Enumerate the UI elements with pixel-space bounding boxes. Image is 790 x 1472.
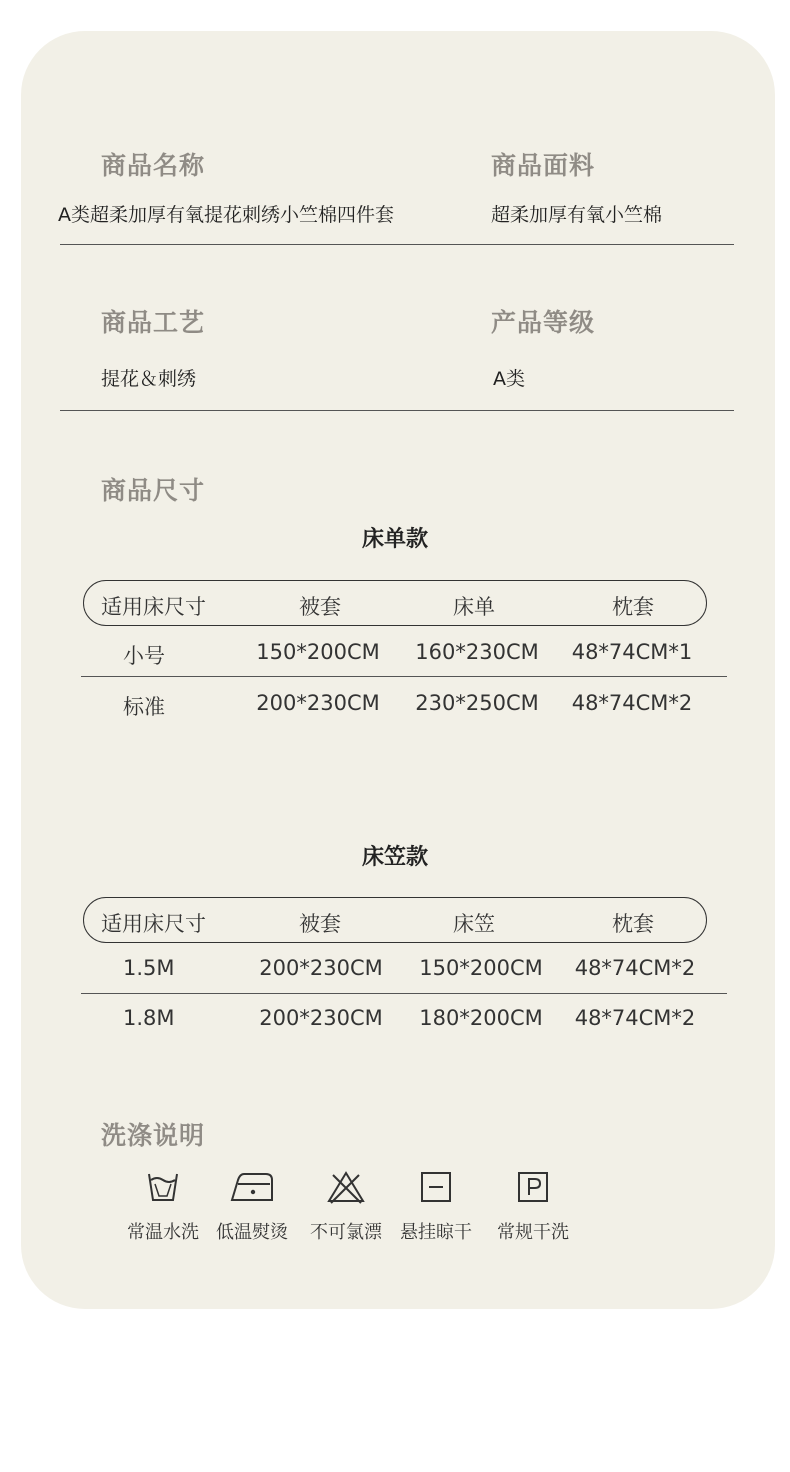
table-cell: 1.5M	[123, 956, 175, 980]
row-divider	[81, 676, 727, 677]
table-cell: 230*250CM	[415, 691, 539, 715]
wash-heading: 洗涤说明	[101, 1121, 206, 1150]
wash-item	[301, 1170, 391, 1244]
fitted-table-title: 床笠款	[361, 845, 428, 870]
sheet-header-duvet: 被套	[299, 595, 341, 619]
fitted-header-bed-size: 适用床尺寸	[101, 912, 206, 936]
craft-heading: 商品工艺	[101, 308, 206, 337]
wash-item	[118, 1170, 208, 1244]
table-cell: 180*200CM	[419, 1006, 543, 1030]
table-cell: 160*230CM	[415, 640, 539, 664]
table-cell: 150*200CM	[419, 956, 543, 980]
wash-label: 常温水洗	[127, 1222, 199, 1243]
table-cell: 48*74CM*2	[574, 1006, 696, 1030]
fitted-header-pillowcase: 枕套	[612, 912, 654, 936]
table-cell: 200*230CM	[259, 956, 383, 980]
table-cell: 48*74CM*2	[571, 691, 693, 715]
sheet-header-bed-size: 适用床尺寸	[101, 595, 206, 619]
table-cell: 200*230CM	[256, 691, 380, 715]
size-heading: 商品尺寸	[101, 476, 206, 505]
product-name-heading: 商品名称	[101, 151, 206, 180]
wash-item	[207, 1170, 297, 1244]
product-name-value: A类超柔加厚有氧提花刺绣小竺棉四件套	[58, 204, 394, 226]
sheet-header-pillowcase: 枕套	[612, 595, 654, 619]
no-bleach-icon	[326, 1170, 366, 1204]
fabric-heading: 商品面料	[491, 151, 596, 180]
grade-heading: 产品等级	[491, 308, 596, 337]
table-cell: 150*200CM	[256, 640, 380, 664]
table-cell: 48*74CM*1	[571, 640, 693, 664]
wash-item	[488, 1170, 578, 1244]
iron-low-icon	[230, 1170, 274, 1204]
grade-value: A类	[493, 368, 525, 390]
divider	[60, 410, 734, 411]
wash-label: 常规干洗	[497, 1222, 569, 1243]
wash-label: 不可氯漂	[310, 1222, 382, 1243]
dry-clean-p-icon	[516, 1170, 550, 1204]
table-cell: 标准	[123, 695, 165, 719]
table-cell: 48*74CM*2	[574, 956, 696, 980]
sheet-header-sheet: 床单	[453, 595, 495, 619]
craft-value: 提花＆刺绣	[101, 368, 197, 390]
wash-tub-icon	[145, 1170, 181, 1204]
wash-item	[391, 1170, 481, 1244]
hang-dry-icon	[419, 1170, 453, 1204]
sheet-table-title: 床单款	[361, 527, 428, 552]
divider	[60, 244, 734, 245]
table-cell: 1.8M	[123, 1006, 175, 1030]
wash-label: 低温熨烫	[216, 1222, 288, 1243]
fitted-header-fitted-sheet: 床笠	[453, 912, 495, 936]
table-cell: 200*230CM	[259, 1006, 383, 1030]
fitted-header-duvet: 被套	[299, 912, 341, 936]
table-cell: 小号	[123, 644, 165, 668]
row-divider	[81, 993, 727, 994]
wash-label: 悬挂晾干	[400, 1222, 472, 1243]
fabric-value: 超柔加厚有氧小竺棉	[491, 204, 663, 226]
